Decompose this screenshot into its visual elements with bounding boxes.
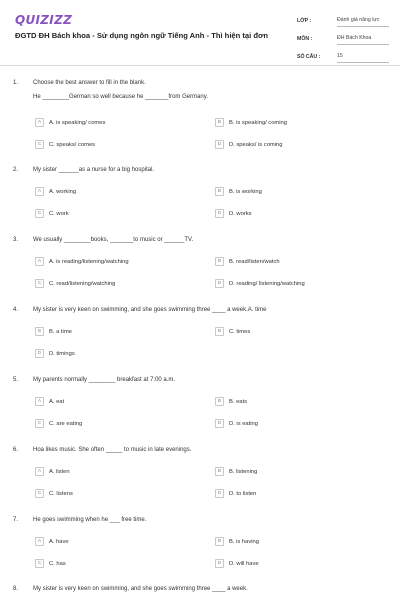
option-letter-box: D xyxy=(215,140,224,149)
option-letter-box: A xyxy=(35,118,44,127)
option-a[interactable] xyxy=(35,256,129,267)
option-d[interactable] xyxy=(215,558,259,569)
option-d[interactable] xyxy=(215,208,252,219)
option-letter-box: B xyxy=(215,327,224,336)
option-a[interactable] xyxy=(35,117,105,128)
option-text: D. speaks/ is coming xyxy=(229,141,283,148)
option-letter-box: B xyxy=(215,537,224,546)
question-text: We usually ________books, _______to music or ______TV. xyxy=(33,237,194,243)
option-letter-box: A xyxy=(35,397,44,406)
option-text: C. listens xyxy=(49,490,73,497)
option-text: A. eat xyxy=(49,398,65,405)
question-number: 1. xyxy=(13,80,19,86)
option-letter-box: D xyxy=(215,559,224,568)
option-c[interactable] xyxy=(35,558,66,569)
option-c[interactable] xyxy=(35,139,95,150)
question-number: 6. xyxy=(13,447,19,453)
question-text-line2: He ________German so well because he _______from Germany. xyxy=(33,94,208,100)
meta-row-class xyxy=(297,12,389,30)
option-letter-box: B xyxy=(35,327,44,336)
question-number: 5. xyxy=(13,377,19,383)
question-number: 4. xyxy=(13,307,19,313)
option-a[interactable] xyxy=(35,186,76,197)
option-text: B. is speaking/ coming xyxy=(229,119,287,126)
option-text: B. listening xyxy=(229,468,258,475)
option-letter-box: A xyxy=(35,187,44,196)
option-c[interactable] xyxy=(35,278,115,289)
option-text: A. working xyxy=(49,188,77,195)
option-text: D. to listen xyxy=(229,490,257,497)
option-d[interactable] xyxy=(35,348,75,359)
option-a[interactable] xyxy=(35,536,69,547)
option-text: A. listen xyxy=(49,468,70,475)
option-text: A. have xyxy=(49,538,69,545)
option-letter-box: C xyxy=(35,279,44,288)
option-letter-box: C xyxy=(35,559,44,568)
question-text: Hoa likes music. She often _____ to music in late evenings. xyxy=(33,447,192,453)
option-letter-box: B xyxy=(215,467,224,476)
option-b[interactable] xyxy=(215,186,262,197)
option-letter-box: D xyxy=(215,279,224,288)
option-text: C. has xyxy=(49,560,66,567)
option-letter-box: B xyxy=(215,118,224,127)
worksheet-title: ĐGTD ĐH Bách khoa - Sử dụng ngôn ngữ Tiếng Anh - Thì hiện tại đơn xyxy=(15,31,269,40)
option-c[interactable] xyxy=(35,208,69,219)
option-letter-box: C xyxy=(35,140,44,149)
option-text: B. is having xyxy=(229,538,259,545)
option-letter-box: A xyxy=(35,257,44,266)
option-letter-box: D xyxy=(35,349,44,358)
option-c[interactable] xyxy=(35,488,73,499)
option-text: D. is eating xyxy=(229,420,258,427)
meta-value: 15 xyxy=(337,51,389,63)
meta-label: LỚP : xyxy=(297,18,312,24)
meta-value: ĐH Bách Khoa xyxy=(337,33,389,45)
option-text: C. speaks/ comes xyxy=(49,141,96,148)
question-text: My sister ______as a nurse for a big hospital. xyxy=(33,167,155,173)
option-d[interactable] xyxy=(215,278,305,289)
option-letter-box: C xyxy=(35,419,44,428)
option-text: B. read/listen/watch xyxy=(229,258,280,265)
option-letter-box: B xyxy=(215,397,224,406)
option-d[interactable] xyxy=(215,488,256,499)
option-letter-box: C xyxy=(35,209,44,218)
option-text: B. is working xyxy=(229,188,262,195)
option-text: B. a time xyxy=(49,328,72,335)
option-d[interactable] xyxy=(215,139,282,150)
question-number: 8. xyxy=(13,586,19,592)
option-text: D. reading/ listening/watching xyxy=(229,280,305,287)
meta-label: MÔN : xyxy=(297,36,313,42)
question-text: My parents normally ________ breakfast at 7:00 a.m. xyxy=(33,377,176,383)
question-number: 7. xyxy=(13,517,19,523)
question-number: 2. xyxy=(13,167,19,173)
question-text: He goes swimming when he ___ free time. xyxy=(33,517,147,523)
option-letter-box: A xyxy=(35,467,44,476)
option-text: A. is reading/listening/watching xyxy=(49,258,129,265)
option-d[interactable] xyxy=(215,418,258,429)
option-a[interactable] xyxy=(35,396,64,407)
meta-label: SỐ CÂU : xyxy=(297,54,321,60)
option-letter-box: A xyxy=(35,537,44,546)
option-text: D. works xyxy=(229,210,252,217)
option-letter-box: C xyxy=(35,489,44,498)
option-b-left[interactable] xyxy=(35,326,72,337)
question-text: My sister is very keen on swimming, and she goes swimming three ____ a week.A. time xyxy=(33,307,267,313)
option-text: C. are eating xyxy=(49,420,83,427)
meta-value: Đánh giá năng lực xyxy=(337,15,389,27)
option-c[interactable] xyxy=(35,418,82,429)
option-a[interactable] xyxy=(35,466,70,477)
option-b[interactable] xyxy=(215,256,280,267)
option-b[interactable] xyxy=(215,466,257,477)
option-text: B. eats xyxy=(229,398,248,405)
option-text: D. timings xyxy=(49,350,75,357)
option-text: C. read/listening/watching xyxy=(49,280,116,287)
meta-row-subject xyxy=(297,30,389,48)
option-b[interactable] xyxy=(215,536,259,547)
option-letter-box: D xyxy=(215,209,224,218)
option-letter-box: B xyxy=(215,187,224,196)
meta-row-count xyxy=(297,48,389,66)
option-letter-box: D xyxy=(215,489,224,498)
question-text: Choose the best answer to fill in the blank. xyxy=(33,80,146,86)
option-b[interactable] xyxy=(215,117,287,128)
option-text: A. is speaking/ comes xyxy=(49,119,106,126)
question-text: My sister is very keen on swimming, and she goes swimming three ____ a week. xyxy=(33,586,248,592)
option-text: C. times xyxy=(229,328,251,335)
worksheet-meta xyxy=(297,12,389,66)
question-number: 3. xyxy=(13,237,19,243)
option-text: C. work xyxy=(49,210,69,217)
option-letter-box: B xyxy=(215,257,224,266)
option-c[interactable] xyxy=(215,326,250,337)
header-divider xyxy=(0,65,400,66)
option-text: D. will have xyxy=(229,560,259,567)
quizizz-logo: QUIZIZZ xyxy=(15,13,73,27)
option-letter-box: D xyxy=(215,419,224,428)
option-b[interactable] xyxy=(215,396,247,407)
